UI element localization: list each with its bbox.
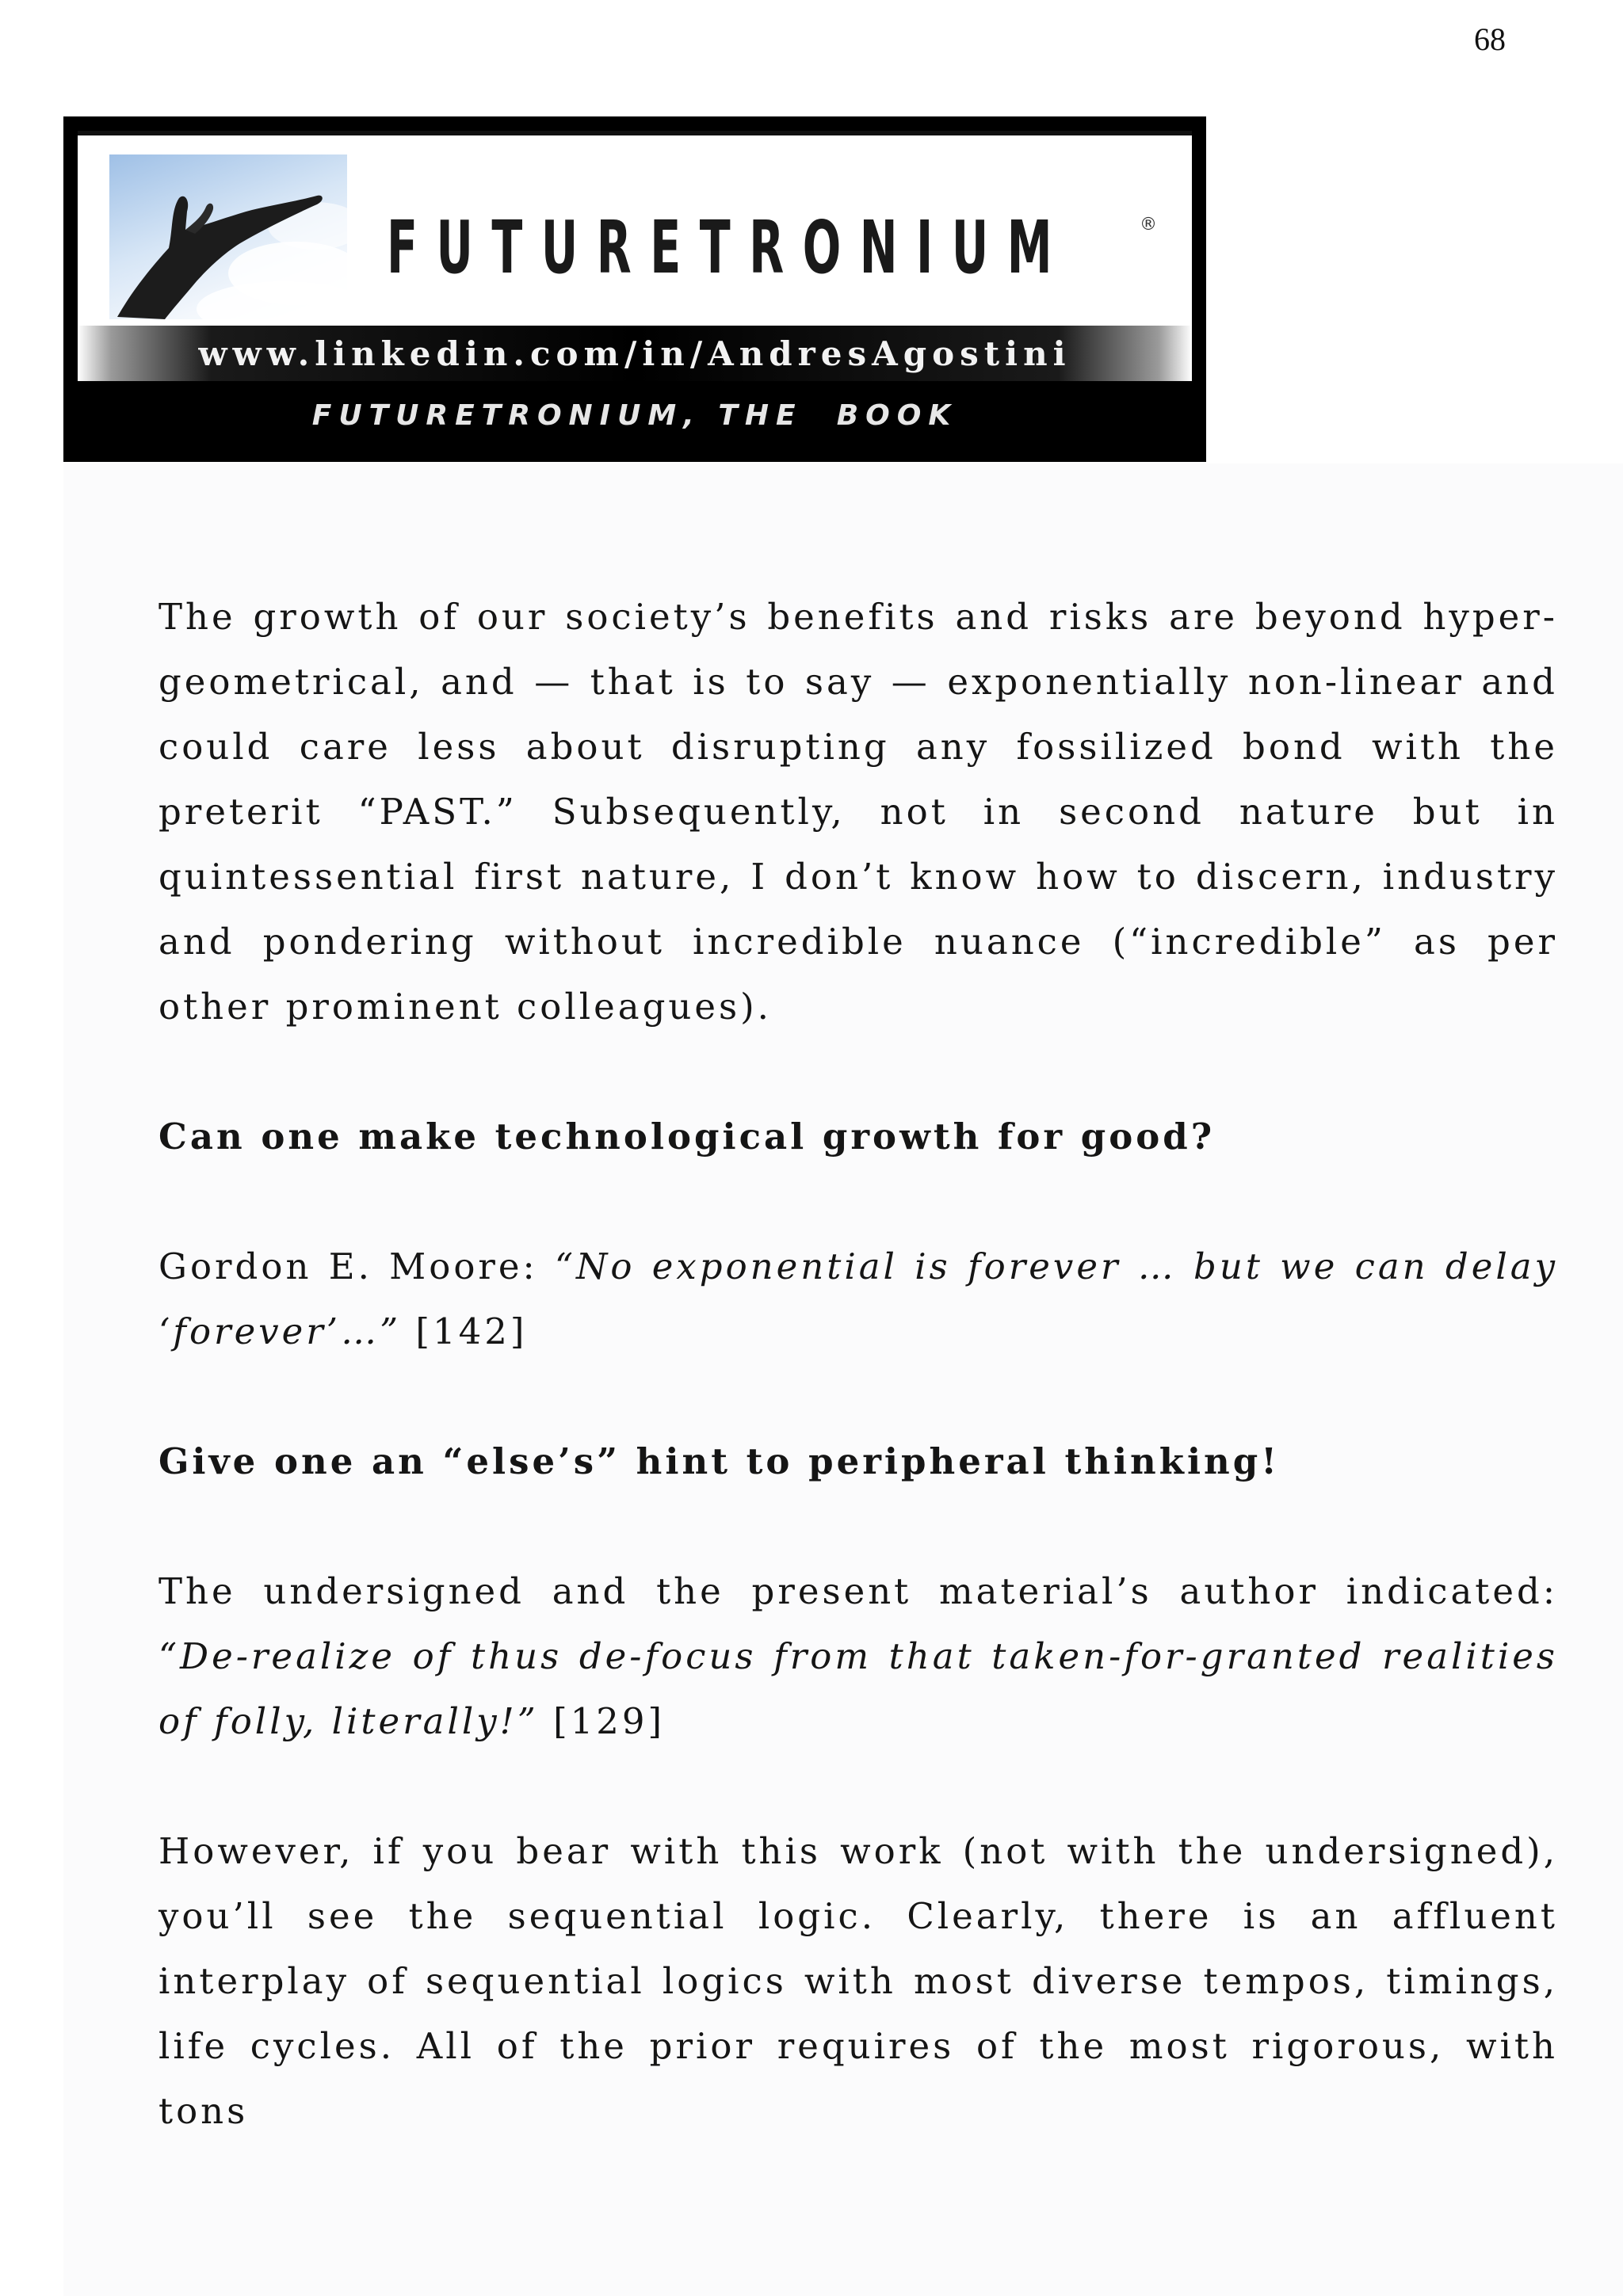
quote-text: “No exponential is forever … but we can delay ‘forever’…” xyxy=(158,1245,1558,1352)
quote-moore xyxy=(158,1234,1558,1364)
sky-hand-image xyxy=(109,154,347,319)
profile-url[interactable]: www.linkedin.com/in/AndresAgostini xyxy=(198,334,1071,373)
page-content xyxy=(158,585,1558,2144)
futuretronium-banner xyxy=(63,116,1206,462)
reaching-hand-icon xyxy=(109,154,347,319)
book-caption: FUTURETRONIUM, THE BOOK xyxy=(311,399,958,432)
quote-speaker: Gordon E. Moore: xyxy=(158,1245,555,1287)
paragraph-sequential-logic: However, if you bear with this work (not with the undersigned), you’ll see the sequential logic. Clearly, there is an affluent interplay of sequential logics with most diverse tempos, timings, life cycles. All of the prior requires of the most rigorous, with tons xyxy=(158,1830,1558,2132)
quote-author xyxy=(158,1559,1558,1754)
citation-ref: [142] xyxy=(401,1310,528,1352)
citation-ref: [129] xyxy=(538,1700,666,1742)
heading-technological-growth: Can one make technological growth for good? xyxy=(158,1116,1216,1158)
banner-logo-area xyxy=(78,131,1192,373)
quote-text: “De-realize of thus de-focus from that taken-for-granted realities of folly, literally!” xyxy=(158,1635,1558,1742)
brand-wordmark: FUTURETRONIUM xyxy=(387,205,1071,290)
page-number: 68 xyxy=(1474,21,1506,57)
paragraph-intro: The growth of our society’s benefits and risks are beyond hyper-geometrical, and — that is to say — exponentially non-linear and could care less about disrupting any fossilized bond with the preterit “PAST.” Subsequently, not in second nature but in quintessential first nature, I don’t know how to discern, industry and pondering without incredible nuance (“incredible” as per other prominent colleagues). xyxy=(158,596,1558,1028)
registered-mark: ® xyxy=(1140,215,1157,235)
quote-intro: The undersigned and the present material’s author indicated: xyxy=(158,1570,1558,1612)
heading-peripheral-thinking: Give one an “else’s” hint to peripheral thinking! xyxy=(158,1440,1280,1482)
